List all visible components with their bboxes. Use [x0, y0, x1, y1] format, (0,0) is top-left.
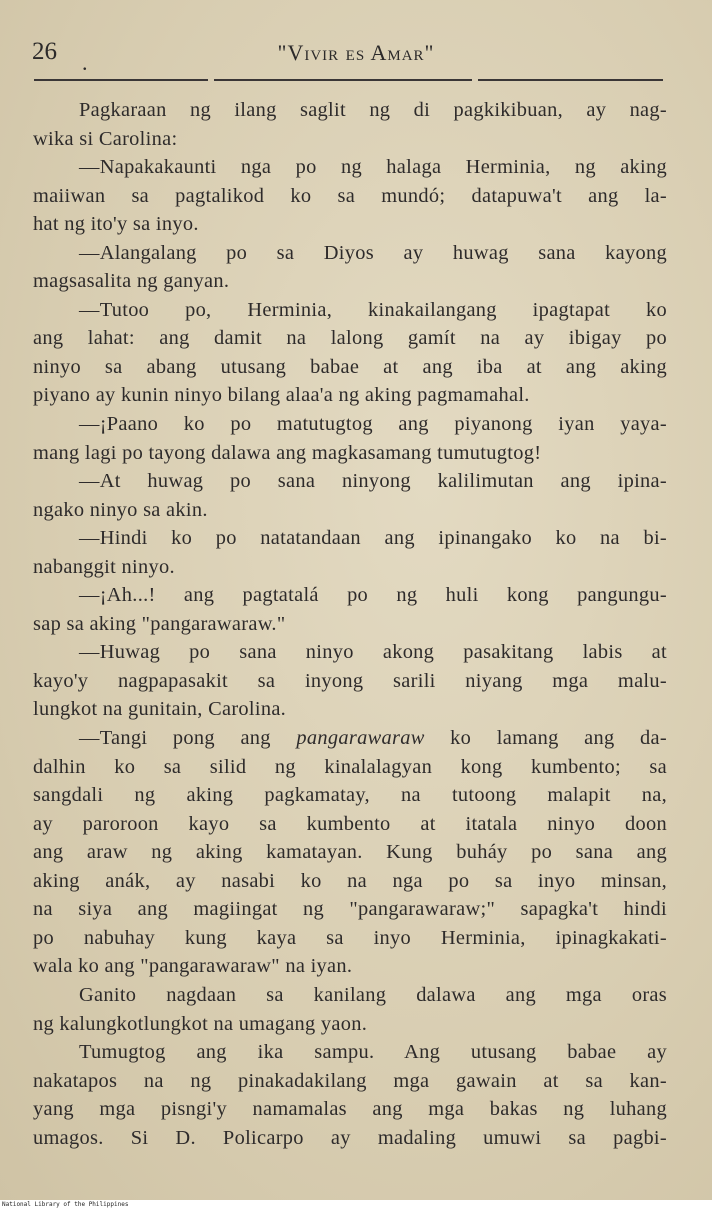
text-line: —Huwag po sana ninyo akong pasakitang labis at [79, 641, 667, 664]
text-line: mang lagi po tayong dalawa ang magkasamang tumutugtog! [33, 441, 542, 464]
text-line: piyano ay kunin ninyo bilang alaa'a ng aking pagmamahal. [33, 384, 530, 407]
header-rule-right [478, 79, 663, 81]
header-rule-middle [214, 79, 472, 81]
text-line: magsasalita ng ganyan. [33, 270, 230, 293]
text-line: Tumugtog ang ika sampu. Ang utusang babae ay [79, 1041, 667, 1064]
text-line: —Tangi pong ang pangarawaraw ko lamang ang da- [79, 727, 667, 750]
text-line: ang araw ng aking kamatayan. Kung buháy po sana ang [33, 841, 667, 864]
text-line: ninyo sa abang utusang babae at ang iba at ang aking [33, 355, 667, 378]
text-line: ngako ninyo sa akin. [33, 498, 208, 521]
text-line: —Tutoo po, Herminia, kinakailangang ipagtapat ko [79, 298, 667, 321]
text-line: kayo'y nagpapasakit sa inyong sarili niyang mga malu- [33, 669, 667, 692]
text-line: po nabuhay kung kaya sa inyo Herminia, ipinagkakati- [33, 926, 667, 949]
text-line: na siya ang magiingat ng "pangarawaraw;" sapagka't hindi [33, 898, 667, 921]
text-line: aking anák, ay nasabi ko na nga po sa inyo minsan, [33, 869, 667, 892]
header-rule-left [34, 79, 208, 81]
text-line: dalhin ko sa silid ng kinalalagyan kong kumbento; sa [33, 755, 667, 778]
text-line: Ganito nagdaan sa kanilang dalawa ang mga oras [79, 983, 667, 1006]
text-line: ang lahat: ang damit na lalong gamít na ay ibigay po [33, 327, 667, 350]
text-line: lungkot na gunitain, Carolina. [33, 698, 287, 721]
text-line: sap sa aking "pangarawaraw." [33, 612, 286, 635]
text-line: —Napakakaunti nga po ng halaga Herminia, ng aking [79, 156, 667, 179]
text-line: maiiwan sa pagtalikod ko sa mundó; datapuwa't ang la- [33, 184, 667, 207]
text-line: umagos. Si D. Policarpo ay madaling umuwi sa pagbi- [33, 1126, 667, 1149]
text-line: yang mga pisngi'y namamalas ang mga bakas ng luhang [33, 1098, 667, 1121]
library-credit: National Library of the Philippines [2, 1201, 129, 1208]
text-line: wika si Carolina: [33, 127, 178, 150]
text-line: sangdali ng aking pagkamatay, na tutoong malapit na, [33, 784, 667, 807]
text-line: —Hindi ko po natatandaan ang ipinangako ko na bi- [79, 527, 667, 550]
text-line: —¡Paano ko po matutugtog ang piyanong iyan yaya- [79, 413, 667, 436]
text-line: ay paroroon kayo sa kumbento at itatala ninyo doon [33, 812, 667, 835]
text-line: —At huwag po sana ninyong kalilimutan ang ipina- [79, 470, 667, 493]
body-text [33, 96, 667, 1152]
text-line: —¡Ah...! ang pagtatalá po ng huli kong pangungu- [79, 584, 667, 607]
text-line: Pagkaraan ng ilang saglit ng di pagkikibuan, ay nag- [79, 99, 667, 121]
text-line: —Alangalang po sa Diyos ay huwag sana kayong [79, 241, 667, 264]
page-number: 26 [32, 38, 57, 65]
text-line: wala ko ang "pangarawaraw" na iyan. [33, 955, 353, 978]
header-dot: . [82, 50, 88, 75]
text-line: ng kalungkotlungkot na umagang yaon. [33, 1012, 368, 1035]
text-line: nabanggit ninyo. [33, 555, 175, 578]
text-line: nakatapos na ng pinakadakilang mga gawain at sa kan- [33, 1069, 667, 1092]
text-line: hat ng ito'y sa inyo. [33, 213, 199, 236]
running-title: "Vivir es Amar" [277, 40, 435, 65]
